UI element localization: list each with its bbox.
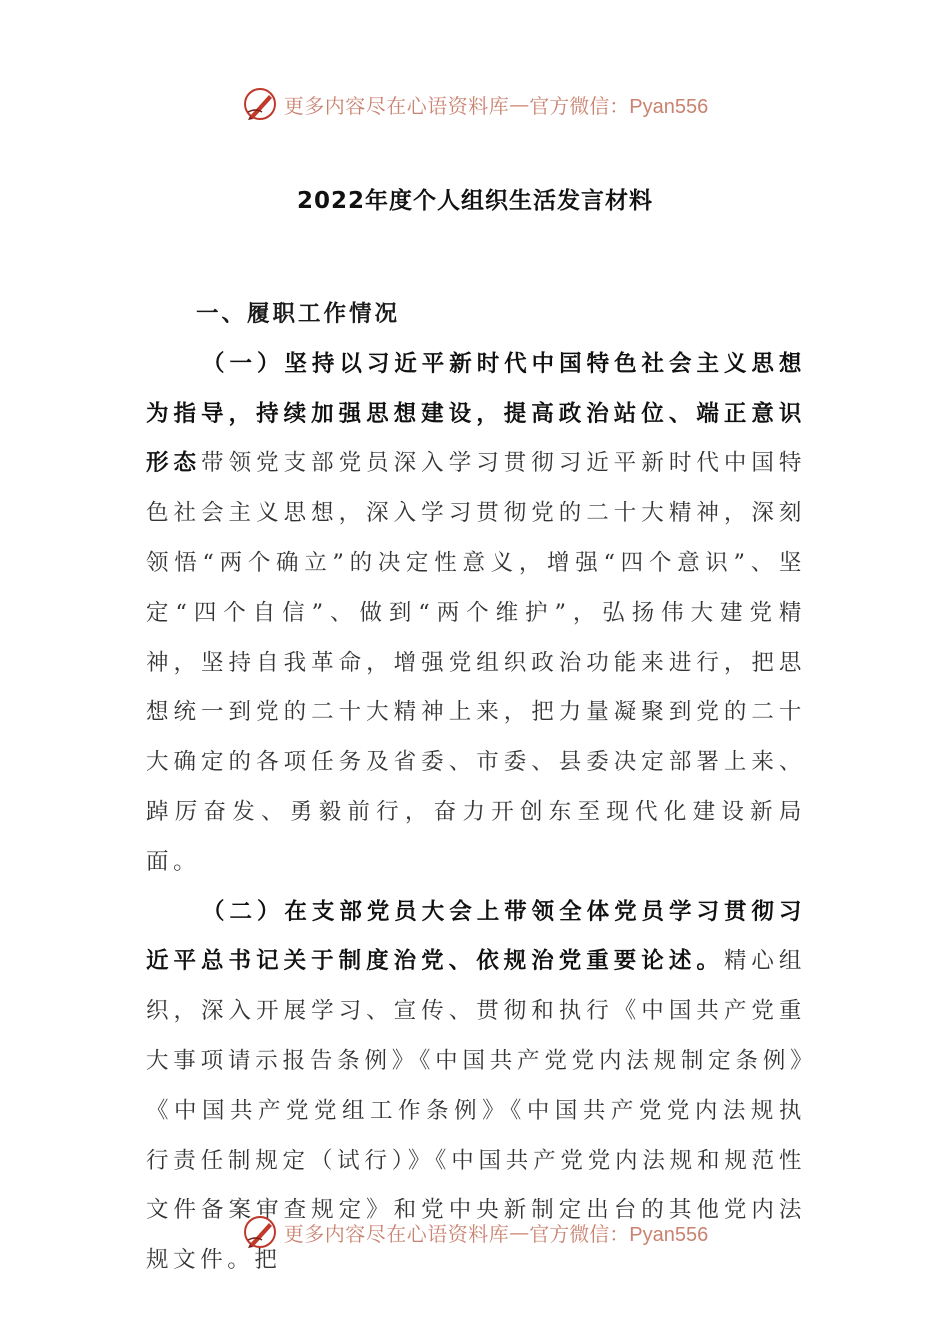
watermark-contact: 官方微信：Pyan556 <box>529 1223 709 1246</box>
watermark-separator: — <box>509 92 530 116</box>
item-1-lead: （一）坚持以习近平新时代中国特色社会主义思想为指导，持续加强思想建设，提高政治站位、端正意识形态 <box>146 350 806 477</box>
document-title: 2022年度个人组织生活发言材料 <box>296 188 653 214</box>
watermark-contact: 官方微信：Pyan556 <box>529 95 709 118</box>
document-body <box>146 290 806 1286</box>
item-2-lead: （二）在支部党员大会上带领全体党员学习贯彻习近平总书记关于制度治党、依规治党重要论述。 <box>146 898 806 975</box>
pen-logo-icon <box>242 86 278 122</box>
item-1-text: 带领党支部党员深入学习贯彻习近平新时代中国特色社会主义思想，深入学习贯彻党的二十大精神，深刻领悟“两个确立”的决定性意义，增强“四个意识”、坚定“四个自信”、做到“两个维护”，弘扬伟大建党精神，坚持自我革命，增强党组织政治功能来进行，把思想统一到党的二十大精神上来，把力量凝聚到党的二十大确定的各项任务及省委、市委、县委决定部署上来、踔厉奋发、勇毅前行，奋力开创东至现代化建设新局面。 <box>146 450 807 875</box>
footer-watermark <box>0 1212 950 1252</box>
watermark-text: 更多内容尽在心语资料库 <box>283 1221 510 1246</box>
watermark-separator: — <box>509 1220 530 1244</box>
paragraph-item-1 <box>146 340 806 888</box>
pen-logo-icon <box>242 1214 278 1250</box>
item-2-text: 精心组织，深入开展学习、宣传、贯彻和执行《中国共产党重大事项请示报告条例》《中国共产党党内法规制定条例》《中国共产党党组工作条例》《中国共产党党内法规执行责任制规定（试行）》《中国共产党党内法规和规范性文件备案审查规定》和党中央新制定出台的其他党内法规文件。把 <box>146 948 806 1274</box>
watermark-text: 更多内容尽在心语资料库 <box>283 93 510 118</box>
section-heading: 一、履职工作情况 <box>196 301 401 327</box>
header-watermark <box>0 84 950 124</box>
